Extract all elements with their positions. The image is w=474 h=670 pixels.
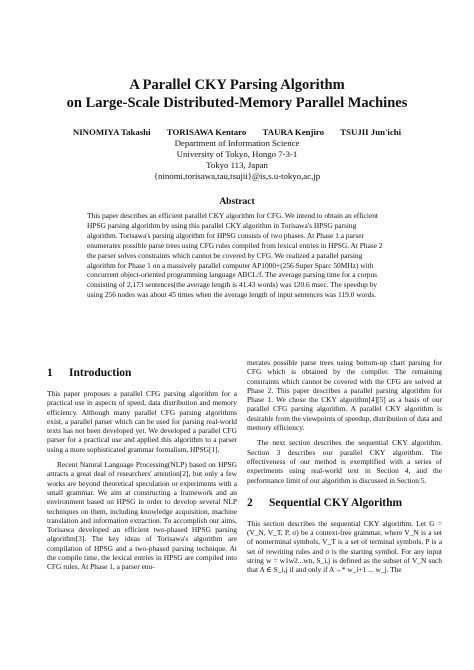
paper-title (0, 76, 474, 112)
author-3: TAURA Kenjiro (262, 127, 325, 137)
abstract-heading: Abstract (219, 197, 255, 207)
right-column (247, 358, 442, 581)
affiliation (0, 138, 474, 182)
section-1-number: 1 (47, 367, 53, 379)
affiliation-department: Department of Information Science (174, 138, 300, 148)
author-list (0, 127, 474, 137)
affiliation-city: Tokyo 113, Japan (206, 160, 268, 170)
section-1-title: Introduction (69, 367, 132, 379)
author-2: TORISAWA Kentaro (166, 127, 247, 137)
title-line-2: on Large-Scale Distributed-Memory Parallel Machines (66, 95, 408, 111)
affiliation-address: University of Tokyo, Hongo 7-3-1 (176, 149, 298, 159)
section-2-paragraph-1: This section describes the sequential CKY algorithm. Let G = (V_N, V_T, P, σ) be a context-free grammar, where V_N is a set of nonterminal symbols, V_T is a set of terminal symbols, P is a set of rewriting rules and σ is the starting symbol. For any input string w = w1w2...wn, S_i,j is defined as the subset of V_N such that A ∈ S_i,j if and only if A→* w_i+1 ... w_j. The (247, 518, 442, 575)
author-1: NINOMIYA Takashi (72, 127, 151, 137)
section-2-title: Sequential CKY Algorithm (269, 496, 403, 509)
intro-paragraph-4: The next section describes the sequential CKY algorithm. Section 3 describes our parallel CKY algorithm. The effectiveness of our method is exemplified with a series of experiments using real-world text in Section 4, and the performance limit of our algorithm is discussed in Section 5. (247, 438, 442, 485)
intro-paragraph-2: Recent Natural Language Processing(NLP) based on HPSG attracts a great deal of researchers' attention[2], but only a few works are beyond theoretical speculation or experiments with a small grammar. We aim at constructing a framework and an environment based on HPSG in order to develop several NLP techniques on them, including knowledge acquisition, machine translation and information extraction. To accomplish our aims, Torisawa developed an efficient two-phased HPSG parsing algorithm[3]. The key ideas of Torisawa's algorithm are compilation of HPSG and a two-phased parsing technique. At the compile time, the lexical entries in HPSG are compiled into CFG rules. At Phase 1, a parser enu- (47, 460, 237, 572)
section-2-heading (247, 496, 442, 510)
section-1-heading (47, 366, 237, 380)
left-column (47, 366, 237, 578)
intro-paragraph-1: This paper proposes a parallel CFG parsing algorithm for a practical use in aspects of speed, data distribution and memory efficiency. Although many parallel CFG parsing algorithms exist, a parallel parser which can be used for parsing real-world texts has not been developed yet. We developed a parallel CFG parser for a practical use and applied this algorithm to a parser using a more sophisticated grammar formalism, HPSG[1]. (47, 389, 237, 454)
intro-paragraph-3: merates possible parse trees using bottom-up chart parsing for CFG which is obtained by the compiler. The remaining constraints which cannot be covered with the CFG are solved at Phase 2. This paper describes a parallel parsing algorithm for Phase 1. We chose the CKY algorithm[4][5] as a basis of our parallel CFG parsing algorithm. A parallel CKY algorithm is desirable from the viewpoints of speedup, distribution of data and memory efficiency. (247, 358, 442, 433)
section-2-number: 2 (247, 496, 253, 509)
author-4: TSUJII Jun'ichi (340, 127, 402, 137)
abstract-text: This paper describes an efficient parallel CKY algorithm for CFG. We intend to obtain an efficient HPSG parsing algorithm by using this parallel CKY algorithm in Torisawa's HPSG parsing algorithm. Torisawa's parsing algorithm for HPSG consists of two phases. At Phase 1 a parser enumerates possible parse trees using CFG rules compiled from lexical entries in HPSG. At Phase 2 the parser solves constraints which cannot be covered by CFG. We realized a parallel parsing algorithm for Phase 1 on a massively parallel computer AP1000+(256 Super Sparc 50MHz) with concurrent object-oriented programming language ABCL/f. The average parsing time for a corpus consisting of 2,173 sentences(the average length is 41.43 words) was 120.6 msec. The speedup by using 256 nodes was about 45 times when the average length of input sentences was 119.0 words. (87, 211, 383, 300)
affiliation-email: {ninomi,torisawa,tau,tsujii}@is,s.u-tokyo,ac,jp (153, 171, 321, 181)
title-line-1: A Parallel CKY Parsing Algorithm (129, 77, 345, 93)
